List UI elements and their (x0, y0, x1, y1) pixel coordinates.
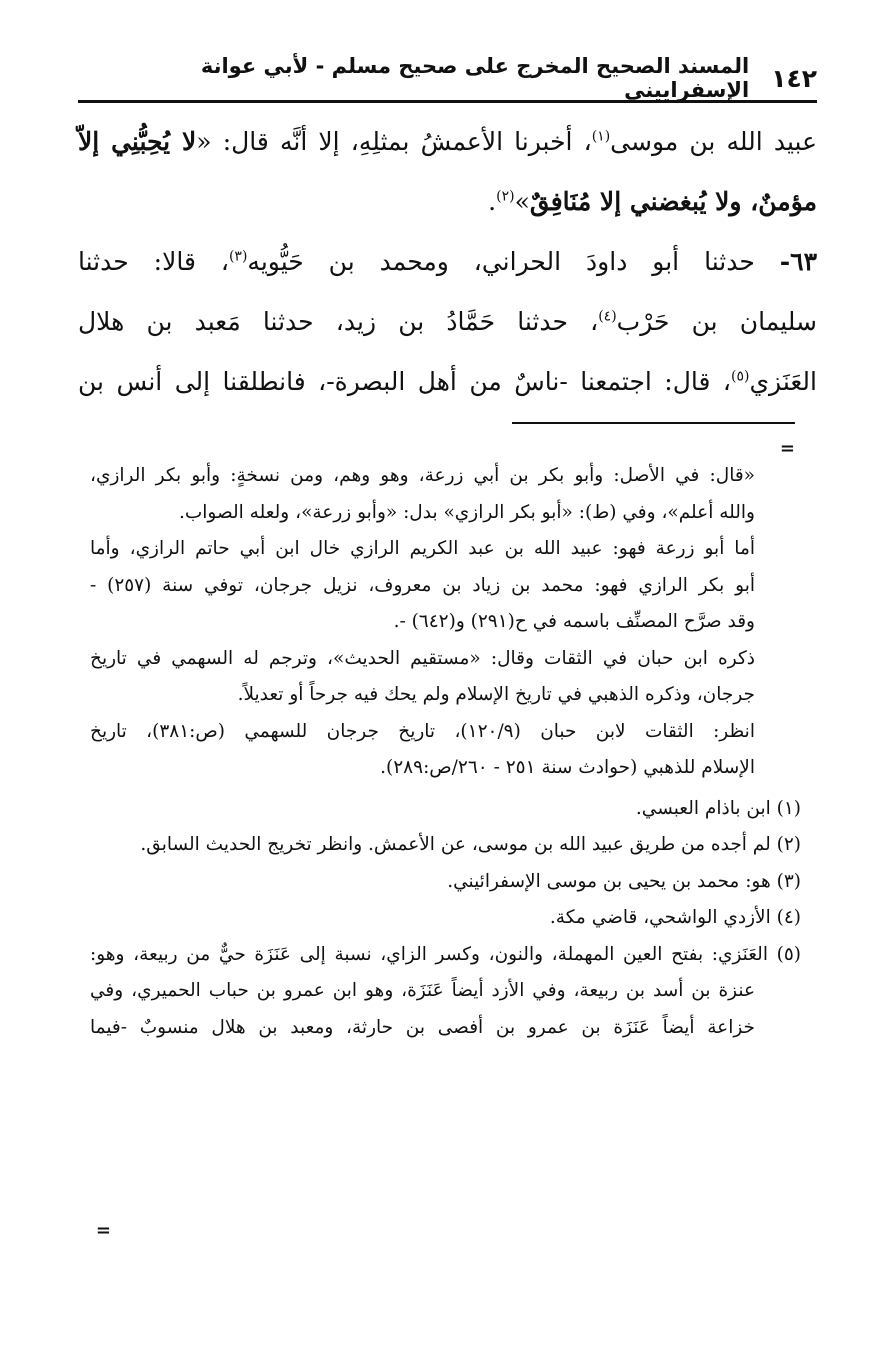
header-rule (78, 100, 817, 103)
footnote-continuation-line: أما أبو زرعة فهو: عبيد الله بن عبد الكريم الرازي خال ابن أبي حاتم الرازي، وأما (90, 538, 755, 559)
footnote-continuation-line: والله أعلم»، وفي (ط): «أبو بكر الرازي» بدل: «وأبو زرعة»، ولعله الصواب. (178, 501, 755, 523)
body-line-5: العَنَزي$^{(٥)}$، قال: اجتمعنا -ناسٌ من أهل البصرة-، فانطلقنا إلى أنس بن (78, 367, 817, 396)
hadith-bold-text: لا يُحِبُّنِي إلاّ (78, 127, 197, 156)
body-line-3: ٦٣- حدثنا أبو داودَ الحراني، ومحمد بن حَيُّويه$^{(٣)}$، قالا: حدثنا (78, 247, 817, 276)
running-header (78, 54, 817, 102)
footnote-3: (٣) هو: محمد بن يحيى بن موسى الإسفرائيني. (447, 870, 801, 892)
footnote-continuation-line: أبو بكر الرازي فهو: محمد بن زياد بن معروف، نزيل جرجان، توفي سنة (٢٥٧) - (90, 574, 755, 596)
main-text (78, 112, 817, 412)
footnote-5-continuation: عنزة بن أسد بن ربيعة، وفي الأزد أيضاً عَنَزَة، وهو ابن عمرو بن حباب الحميري، وفي (90, 980, 755, 1001)
hadith-bold-text: مؤمنٌ، ولا يُبغضني إلا مُنَافِقٌ (529, 187, 817, 216)
footnote-continuation-line: انظر: الثقات لابن حبان (١٢٠/٩)، تاريخ جرجان للسهمي (ص:٣٨١)، تاريخ (90, 720, 755, 742)
continuation-marker-top: = (779, 438, 795, 459)
body-line-4: سليمان بن حَرْب$^{(٤)}$، حدثنا حَمَّادُ بن زيد، حدثنا مَعبد بن هلال (78, 307, 817, 336)
footnote-ref-1: (١) (591, 128, 611, 145)
footnote-5: (٥) العَنَزي: بفتح العين المهملة، والنون، وكسر الزاي، نسبة إلى عَنَزَة حيٌّ من ربيعة، وهو: (90, 943, 801, 965)
footnotes (90, 458, 805, 1046)
footnote-ref-3: (٣) (228, 248, 248, 265)
footnote-2: (٢) لم أجده من طريق عبيد الله بن موسى، عن الأعمش. وانظر تخريج الحديث السابق. (140, 834, 801, 855)
footnote-continuation-line: جرجان، وذكره الذهبي في تاريخ الإسلام ولم يحك فيه جرحاً أو تعديلاً. (237, 684, 755, 705)
footnote-ref-2: (٢) (496, 188, 515, 205)
footnote-separator (512, 422, 795, 424)
footnote-ref-5: (٥) (731, 368, 750, 385)
footnote-5-continuation: خزاعة أيضاً عَنَزَة بن عمرو بن أفصى بن حارثة، ومعبد بن هلال منسوبٌ -فيما (90, 1016, 755, 1038)
footnote-continuation-line: الإسلام للذهبي (حوادث سنة ٢٥١ - ٢٦٠/ص:٢٨٩). (380, 757, 755, 778)
body-line-1: عبيد الله بن موسى$^{(١)}$، أخبرنا الأعمشُ بمثلِهِ، إلا أنَّه قال: «لا يُحِبُّنِي إلاّ (78, 127, 818, 156)
body-line-2: مؤمنٌ، ولا يُبغضني إلا مُنَافِقٌ»$^{(٢)}$. (488, 187, 817, 216)
continuation-marker-bottom: = (95, 1220, 111, 1241)
page-number: ١٤٢ (771, 63, 817, 93)
footnote-4: (٤) الأزدي الواشحي، قاضي مكة. (549, 907, 801, 928)
hadith-number: ٦٣- (779, 247, 817, 276)
footnote-continuation-line: «قال: في الأصل: وأبو بكر بن أبي زرعة، وهو وهم، ومن نسخةٍ: وأبو بكر الرازي، (90, 465, 755, 486)
footnote-continuation-line: وقد صرَّح المصنِّف باسمه في ح(٢٩١) و(٦٤٢) -. (393, 611, 755, 632)
running-title: المسند الصحيح المخرج على صحيح مسلم - لأبي عوانة الإسفراييني (200, 54, 750, 102)
footnote-continuation-line: ذكره ابن حبان في الثقات وقال: «مستقيم الحديث»، وترجم له السهمي في تاريخ (90, 647, 755, 669)
footnote-1: (١) ابن باذام العبسي. (635, 797, 801, 819)
footnote-ref-4: (٤) (598, 308, 617, 325)
